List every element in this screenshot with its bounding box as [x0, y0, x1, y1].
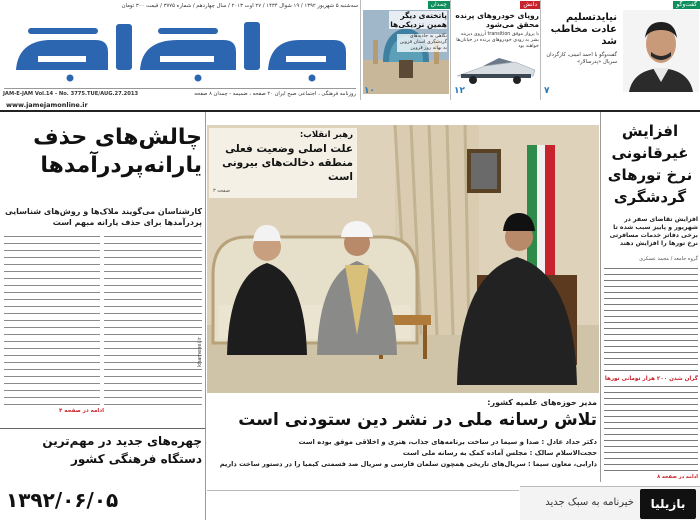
teaser-title: نیایدتسلیم عادت مخاطب شد — [550, 12, 617, 47]
story-overline: مدیر حوزه‌های علمیه کشور: — [487, 398, 597, 407]
story-author: گروه جامعه / محمد عسکری — [639, 256, 698, 262]
story-headline: افزایش غیرقانونی نرخ تورهای گردشگری — [607, 122, 693, 206]
story-body-col-1 — [104, 234, 202, 410]
ad-slogan: خیرنامه به سبک جدید — [545, 497, 634, 508]
teaser-caption: گفت‌وگو با احمد امینی، کارگردان سریال «پدرسالار» — [546, 52, 617, 65]
ad-brand: بازیلیا — [650, 497, 686, 511]
teaser-title: پاتخته‌ی دیگر همین نزدیکی‌ها — [390, 11, 447, 29]
ad-logo — [640, 489, 696, 519]
teaser-tab: گفت‌وگو — [673, 1, 700, 9]
story-body-2 — [604, 384, 698, 474]
teaser-portrait — [623, 10, 699, 92]
story-lead: افزایش تقاضای سفر در شهریور و پاییز سبب شده تا برخی دفاتر خدمات مسافرتی نرخ تورها را افزایش دهند — [609, 216, 698, 247]
story-lead: کارشناسان می‌گویند ملاک‌ها و روش‌های شناسایی پردرآمدها برای حذف یارانه مبهم است — [5, 207, 202, 227]
masthead-logo — [8, 12, 353, 84]
teaser-body: با پرواز موفق transition آرزوی دیرینه بشر به زودی خودروهای پرنده در خیابان‌ها خواهند بود — [456, 32, 539, 49]
story-tour-prices[interactable] — [602, 112, 700, 482]
story-body — [604, 266, 698, 374]
masthead — [0, 0, 360, 100]
story-headline: چالش‌های حذف یارانه‌پردرآمدها — [33, 125, 202, 178]
ad-strip[interactable] — [520, 486, 700, 520]
flying-car-image — [455, 56, 537, 86]
main-overline: رهبر انقلاب: — [299, 130, 353, 140]
story-headline: تلاش رسانه ملی در نشر دین ستودنی است — [238, 410, 597, 430]
teaser-page-number: ۱۰ — [364, 86, 375, 96]
story-bullet: دکتر حداد عادل : صدا و سیما در ساخت برنامه‌های جذاب، هنری و اخلاقی موفق بوده است — [298, 438, 597, 446]
teaser-page-number: ۱۲ — [454, 86, 465, 96]
teaser-science[interactable] — [450, 0, 540, 100]
story-headline: چهره‌های جدید در مهم‌ترین دستگاه فرهنگی کشور — [42, 434, 202, 466]
story-body-col-2 — [4, 234, 100, 410]
story-bullet: حجت‌الاسلام سالک : مجلس آماده کمک به رسانه ملی است — [402, 449, 597, 457]
teaser-body: نگاهی به جاذبه‌های گردشگری استان قزوین به بهانه روز قزوین — [397, 34, 447, 52]
masthead-code: JAM-E-JAM Vol.14 - No. 3775.TUE/AUG.27.2013 — [3, 91, 139, 97]
teaser-travel[interactable] — [360, 0, 450, 100]
main-page-ref: صفحه ۳ — [213, 188, 230, 194]
story-subsidy[interactable] — [0, 112, 205, 428]
story-continued: ادامه در صفحه ۸ — [657, 474, 698, 480]
story-box-title: گران شدن ۲۰۰ هزار تومانی تورها — [604, 376, 698, 382]
masthead-subtitle: روزنامه فرهنگی ، اجتماعی صبح ایران ۲۰ صفحه ، ضمیمه - چمدان ۸ صفحه — [194, 91, 356, 97]
story-bullet: دارابی، معاون سیما : سریال‌های تاریخی همچون سلمان فارسی و سریال صد فسمتی کیمیا را در دستور ساخت داریم — [219, 460, 597, 468]
photo-credit: khamenei.ir — [196, 337, 203, 367]
main-headline-box — [209, 128, 357, 198]
teaser-page-number: ۷ — [544, 86, 550, 96]
main-headline: علت اصلی وضعیت فعلی منطقه دخالت‌های بیرونی است — [222, 143, 353, 183]
story-national-media[interactable] — [207, 395, 599, 490]
main-photo — [196, 125, 599, 393]
masthead-website: www.jamejamonline.ir — [6, 101, 88, 109]
story-cultural-faces[interactable] — [0, 430, 205, 520]
teaser-interview[interactable] — [540, 0, 700, 100]
issue-date-numeral: ۱۳۹۲/۰۶/۰۵ — [6, 488, 119, 512]
masthead-dateline: سه‌شنبه ۵ شهریور ۱۳۹۲ / ۱۹ شوال ۱۴۳۴ / ۲۷ اوت ۲۰۱۳ / سال چهاردهم / شماره ۳۷۷۵ / قیمت ۳۰۰ تومان — [121, 3, 358, 9]
story-continued: ادامه در صفحه ۴ — [59, 408, 104, 414]
teaser-tab: دانش — [520, 1, 540, 9]
teaser-title: رویای خودروهای پرنده محقق می‌شود — [455, 11, 539, 29]
teaser-tab: چمدان — [428, 1, 450, 9]
